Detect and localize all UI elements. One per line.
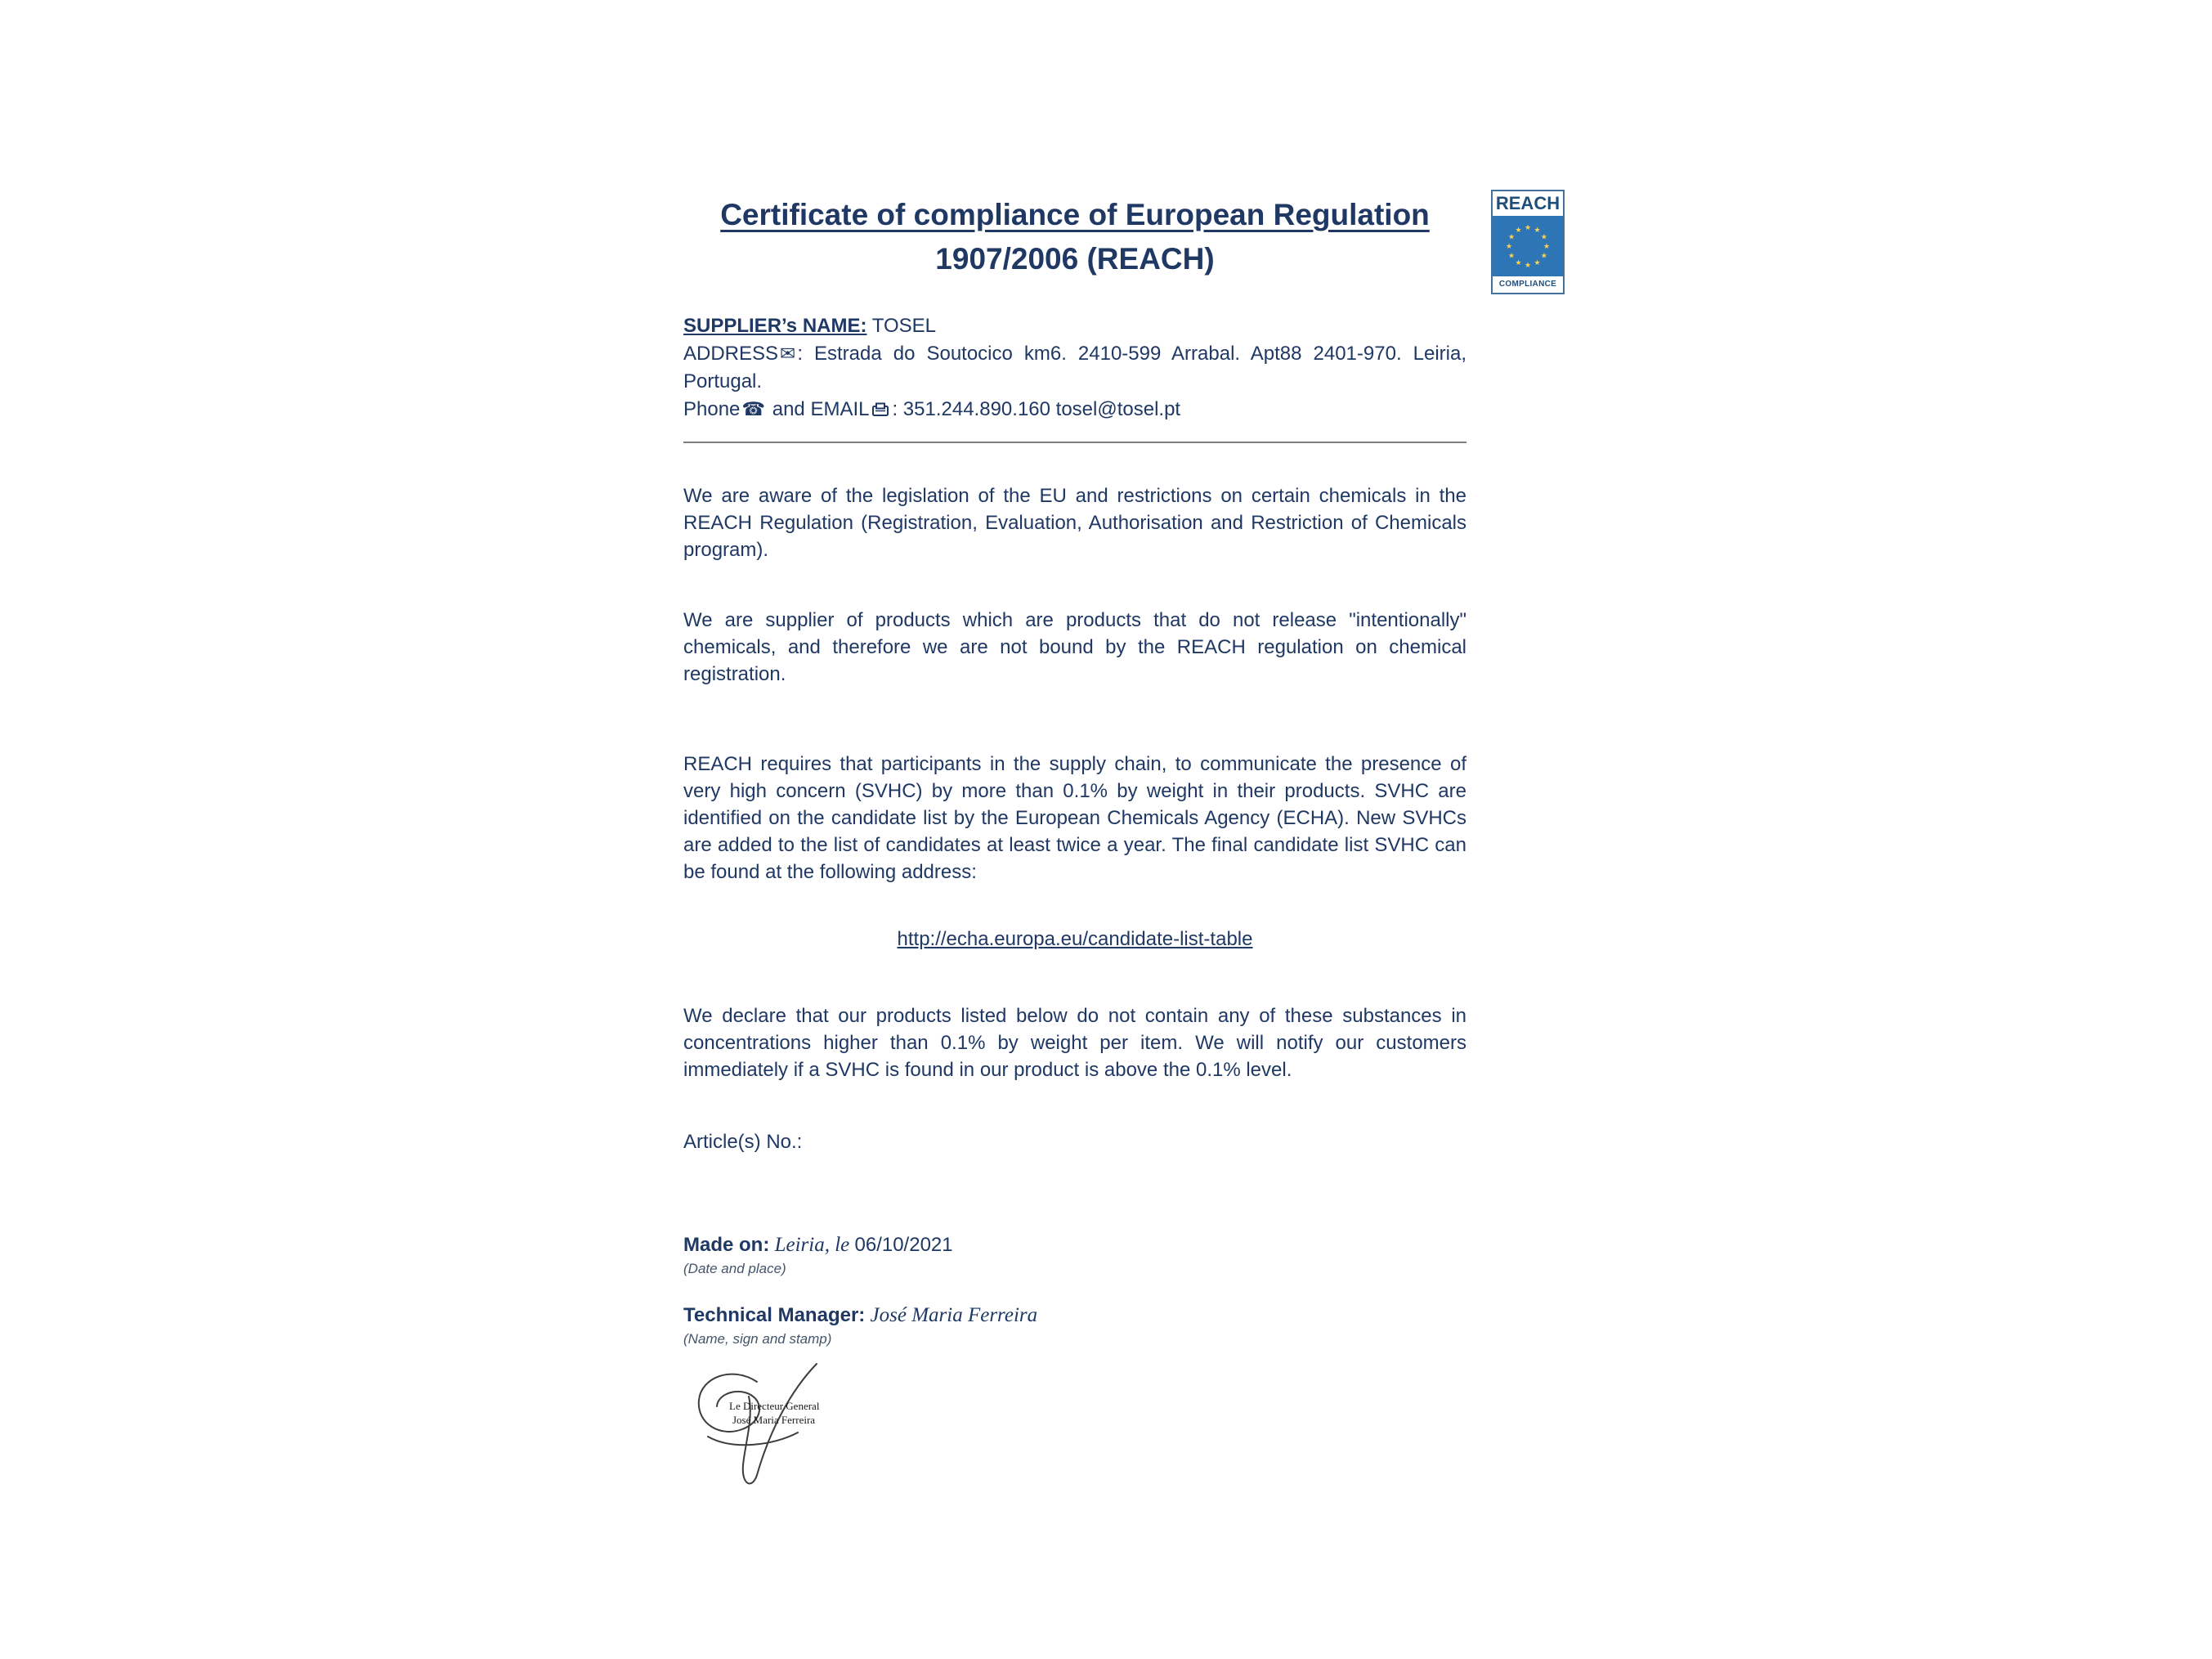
signature-image [690, 1359, 853, 1494]
phone-icon: ☎ [741, 399, 766, 420]
supplier-address-line [683, 340, 1466, 396]
svg-text:★: ★ [1508, 252, 1516, 261]
candidate-list-link-line [683, 926, 1466, 953]
signature-stamp-line-1: Le Directeur General [729, 1400, 820, 1412]
svg-text:★: ★ [1543, 243, 1551, 251]
svg-text:★: ★ [1515, 226, 1522, 235]
paragraph-supplier-statement: We are supplier of products which are products that do not release "intentionally" chemicals, and therefore we are not bound by the REACH regulation on chemical registration. [683, 609, 1466, 685]
made-on-label: Made on: [683, 1234, 770, 1256]
fax-icon [871, 402, 889, 417]
envelope-icon: ✉ [780, 343, 796, 365]
phone-label: Phone [683, 398, 741, 420]
svg-text:★: ★ [1534, 226, 1541, 235]
svg-text:★: ★ [1540, 233, 1547, 242]
title-line-2: 1907/2006 (REACH) [935, 242, 1215, 276]
contact-value: : 351.244.890.160 tosel@tosel.pt [892, 398, 1181, 420]
candidate-list-link[interactable]: http://echa.europa.eu/candidate-list-table [897, 928, 1253, 950]
technical-manager-line [683, 1302, 1466, 1329]
svg-text:★: ★ [1515, 258, 1522, 267]
made-on-line [683, 1231, 1466, 1259]
article-no-label: Article(s) No.: [683, 1131, 803, 1153]
svg-text:★: ★ [1534, 258, 1541, 267]
document-title [683, 193, 1466, 281]
made-on-place: Leiria, le [769, 1234, 855, 1256]
paragraph-eu-awareness: We are aware of the legislation of the EU and restrictions on certain chemicals in the REACH Regulation (Registration, Evaluation, Authorisation and Restriction of Chemicals program). [683, 485, 1466, 561]
technical-manager-label: Technical Manager: [683, 1304, 866, 1326]
svg-text:★: ★ [1508, 233, 1516, 242]
and-email-label: and EMAIL [767, 398, 870, 420]
divider-line [683, 442, 1466, 443]
title-line-1: Certificate of compliance of European Regulation [720, 198, 1430, 231]
eu-flag [1493, 216, 1563, 276]
signature-block [690, 1359, 862, 1498]
signature-stamp-line-2: José Maria Ferreira [732, 1414, 816, 1426]
paragraph-declaration: We declare that our products listed below do not contain any of these substances in concentrations higher than 0.1% by weight per item. We will notify our customers immediately if a SVHC is found in our product is above the 0.1% level. [683, 1005, 1466, 1081]
supplier-name-line [683, 312, 1466, 340]
svg-text:★: ★ [1505, 243, 1513, 251]
address-value: : Estrada do Soutocico km6. 2410-599 Arrabal. Apt88 2401-970. Leiria, Portugal. [683, 343, 1466, 392]
made-on-date: 06/10/2021 [854, 1234, 953, 1256]
eu-stars-icon [1493, 216, 1563, 276]
svg-text:★: ★ [1524, 262, 1532, 270]
date-place-caption: (Date and place) [683, 1261, 786, 1276]
technical-manager-name: José Maria Ferreira [865, 1304, 1038, 1326]
paragraph-svhc-requirement: REACH requires that participants in the supply chain, to communicate the presence of very high concern (SVHC) by more than 0.1% by weight in their products. SVHC are identified on the candidate list by the European Chemicals Agency (ECHA). New SVHCs are added to the list of candidates at least twice a year. The final candidate list SVHC can be found at the following address: [683, 753, 1466, 883]
address-label: ADDRESS [683, 343, 779, 365]
supplier-contact-line [683, 396, 1466, 424]
reach-logo-title: REACH [1495, 193, 1560, 213]
reach-compliance-logo [1491, 190, 1565, 294]
supplier-name-label: SUPPLIER’s NAME: [683, 315, 867, 337]
supplier-info [683, 312, 1466, 424]
reach-logo-compliance: COMPLIANCE [1498, 280, 1557, 289]
svg-text:★: ★ [1540, 252, 1547, 261]
document-body [683, 193, 1466, 1498]
name-sign-stamp-caption: (Name, sign and stamp) [683, 1331, 832, 1347]
svg-text:★: ★ [1524, 224, 1532, 232]
supplier-name-value: TOSEL [866, 315, 936, 337]
